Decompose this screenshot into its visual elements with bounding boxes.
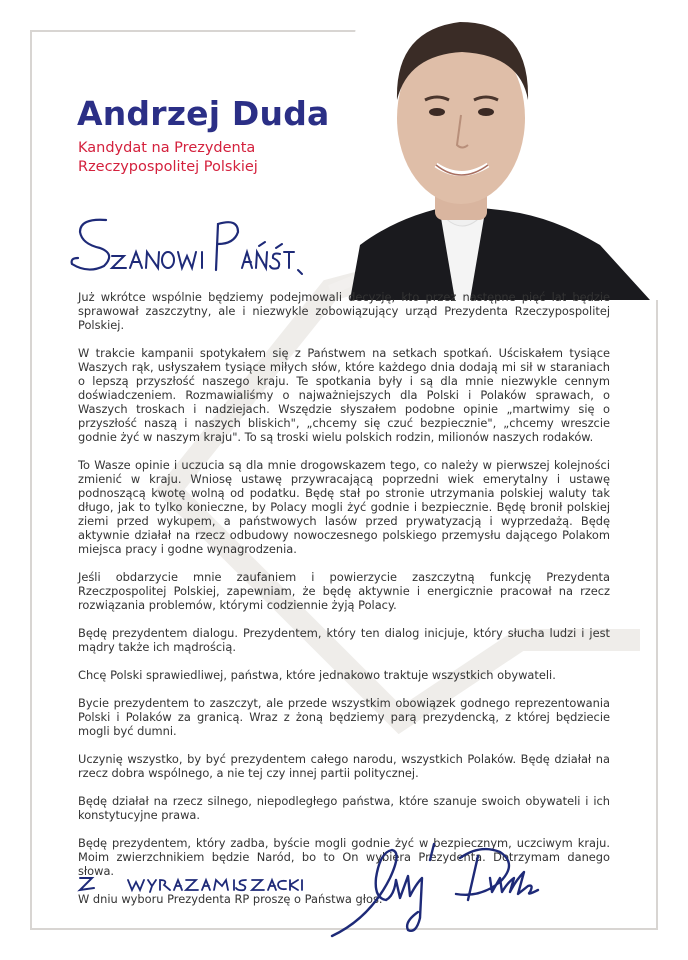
letter-paragraph: Już wkrótce wspólnie będziemy podejmowali decyzję, kto przez następne pięć lat będzie sprawował zaszczytny, ale i niezwykle zobowiązujący urząd Prezydenta Rzeczypospolitej Polskiej. bbox=[78, 290, 610, 332]
letter-paragraph: Jeśli obdarzycie mnie zaufaniem i powierzycie zaszczytną funkcję Prezydenta Rzeczpospolitej Polskiej, zapewniam, że będę aktywnie i energicznie pracował na rzecz rozwiązania problemów, którymi codziennie żyją Polacy. bbox=[78, 570, 610, 612]
handwritten-signature bbox=[330, 838, 550, 938]
candidate-name: Andrzej Duda bbox=[77, 94, 330, 133]
handwritten-closing bbox=[76, 870, 306, 894]
letter-paragraph: Chcę Polski sprawiedliwej, państwa, które jednakowo traktuje wszystkich obywateli. bbox=[78, 668, 556, 682]
letter-paragraph: W dniu wyboru Prezydenta RP proszę o Państwa głos. bbox=[78, 892, 383, 906]
candidate-subtitle bbox=[78, 139, 338, 177]
letter-paragraph: Bycie prezydentem to zaszczyt, ale przede wszystkim obowiązek godnego reprezentowania Polski i Polaków za granicą. Wraz z żoną będziemy parą prezydencką, z której będziecie mogli być dumni. bbox=[78, 696, 610, 738]
letter-paragraph: To Wasze opinie i uczucia są dla mnie drogowskazem tego, co należy w pierwszej kolejności zmienić w kraju. Wniosę ustawę przywracającą poprzedni wiek emerytalny i ustawę podnoszącą kwotę wolną od podatku. Będę stał po stronie utrzymania polskiej waluty tak długo, jak to tylko konieczne, by Polacy mogli żyć godnie i bezpiecznie. Będę bronił polskiej ziemi przed wykupem, a państwowych lasów przed prywatyzacją i wyprzedażą. Będę aktywnie działał na rzecz odbudowy nowoczesnego polskiego przemysłu dającego Polakom miejsca pracy i godne wynagrodzenia. bbox=[78, 458, 610, 556]
subtitle-line-1: Kandydat na Prezydenta bbox=[78, 140, 256, 156]
letter-paragraph: Uczynię wszystko, by być prezydentem całego narodu, wszystkich Polaków. Będę działał na rzecz dobra wspólnego, a nie tej czy innej partii politycznej. bbox=[78, 752, 610, 780]
letter-paragraph: Będę prezydentem dialogu. Prezydentem, który ten dialog inicjuje, który słucha ludzi i jest mądry także ich mądrością. bbox=[78, 626, 610, 654]
letter-body bbox=[78, 290, 610, 920]
subtitle-line-2: Rzeczypospolitej Polskiej bbox=[78, 159, 258, 175]
letter-paragraph: W trakcie kampanii spotykałem się z Państwem na setkach spotkań. Uściskałem tysiące Waszych rąk, usłyszałem tysiące miłych słów, które każdego dnia dodają mi sił w staraniach o lepszą przyszłość naszego kraju. Te spotkania były i są dla mnie niezwykle cennym doświadczeniem. Rozmawialiśmy o najważniejszych dla Polski i Polaków sprawach, o Waszych troskach i nadziejach. Wszędzie słyszałem podobne opinie „martwimy się o przyszłość naszą i naszych bliskich", „chcemy się czuć bezpiecznie", „chcemy wreszcie godnie żyć w naszym kraju". To są troski wielu polskich rodzin, milionów naszych rodaków. bbox=[78, 346, 610, 444]
handwritten-greeting bbox=[66, 212, 306, 276]
letter-paragraph: Będę działał na rzecz silnego, niepodległego państwa, które szanuje swoich obywateli i ich konstytucyjne prawa. bbox=[78, 794, 610, 822]
letter-paragraph: Będę prezydentem, który zadba, byście mogli godnie żyć w bezpiecznym, uczciwym kraju. Moim zwierzchnikiem będzie Naród, bo to On wybiera Prezydenta. Dotrzymam danego słowa. bbox=[78, 836, 610, 878]
